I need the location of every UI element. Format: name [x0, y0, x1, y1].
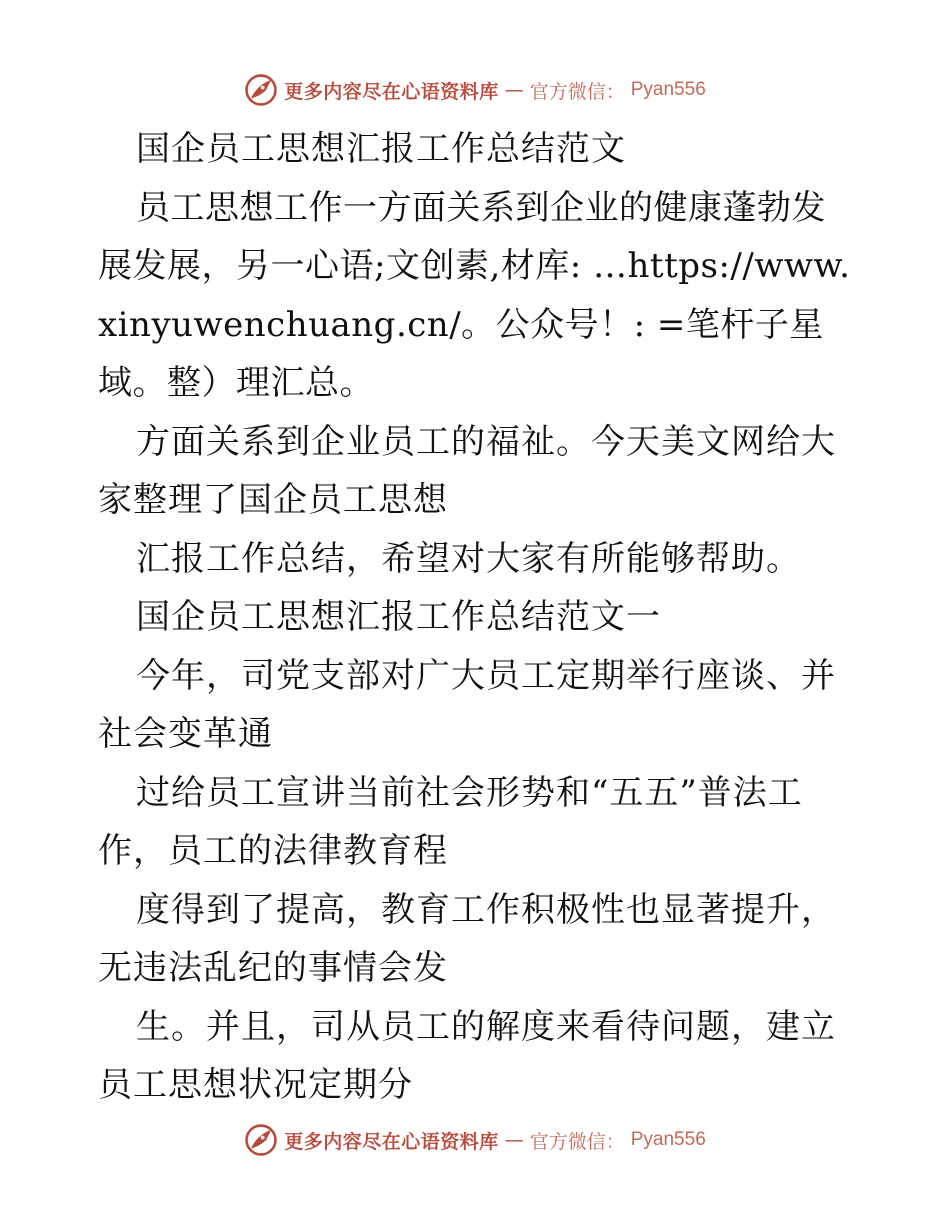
- footer-separator: —: [504, 1129, 524, 1151]
- paragraph-6: 度得到了提高，教育工作积极性也显著提升，无违法乱纪的事情会发: [98, 889, 836, 988]
- document-body: [98, 120, 858, 1115]
- paragraph-4: 今年，司党支部对广大员工定期举行座谈、并社会变革通: [98, 655, 836, 754]
- paragraph-5: 过给员工宣讲当前社会形势和“五五”普法工作，员工的法律教育程: [98, 772, 803, 871]
- pen-nib-logo-icon: [244, 1123, 278, 1157]
- paragraph-2: 方面关系到企业员工的福祉。今天美文网给大家整理了国企员工思想: [98, 421, 836, 520]
- header-banner: [0, 70, 950, 110]
- footer-contact-id: Pyan556: [630, 1129, 706, 1150]
- footer-banner: [0, 1120, 950, 1160]
- paragraph-1: 员工思想工作一方面关系到企业的健康蓬勃发展发展，另一心语;文创素,材库: …https://www.xinyuwenchuang.cn/。公众号！: =笔杆子星域。整）理汇总。: [98, 187, 851, 403]
- header-separator: —: [504, 79, 524, 101]
- footer-contact-label: 官方微信：: [529, 1130, 625, 1153]
- paragraph-7: 生。并且，司从员工的解度来看待问题，建立员工思想状况定期分: [98, 1006, 836, 1105]
- section-heading: 国企员工思想汇报工作总结范文一: [136, 597, 661, 637]
- paragraph-3: 汇报工作总结，希望对大家有所能够帮助。: [136, 538, 801, 579]
- footer-brand-text: 更多内容尽在心语资料库: [284, 1130, 499, 1153]
- pen-nib-logo-icon: [244, 73, 278, 107]
- header-contact-id: Pyan556: [630, 79, 706, 100]
- header-brand-text: 更多内容尽在心语资料库: [284, 80, 499, 103]
- header-contact-label: 官方微信：: [529, 80, 625, 103]
- document-title: 国企员工思想汇报工作总结范文: [136, 129, 626, 169]
